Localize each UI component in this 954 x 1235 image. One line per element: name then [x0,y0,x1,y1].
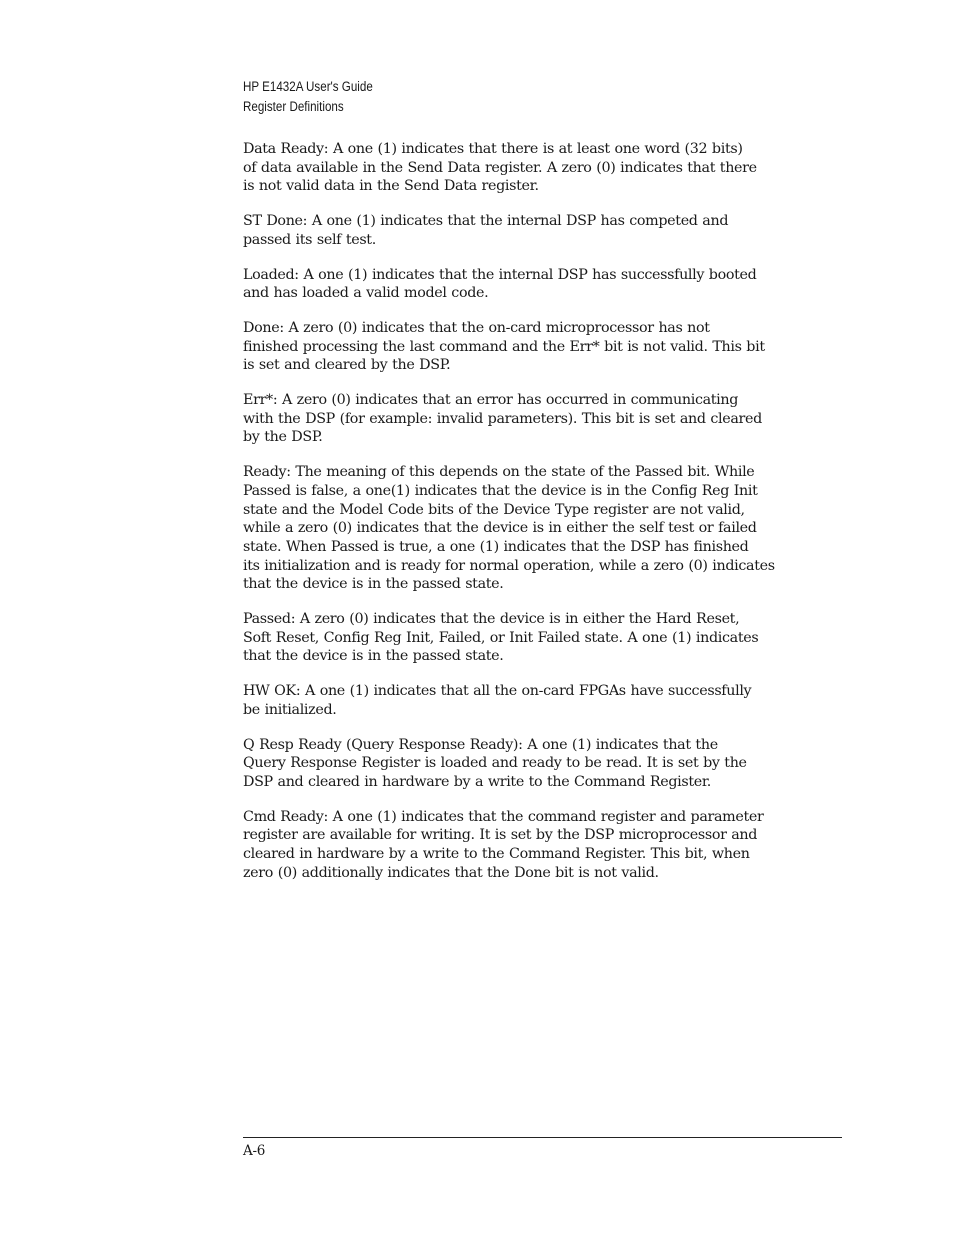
paragraph-q-resp-ready [243,736,835,792]
text-line: with the DSP (for example: invalid parameters). This bit is set and cleared [243,410,762,427]
text-line: Q Resp Ready (Query Response Ready): A one (1) indicates that the [243,736,718,753]
text-line: Done: A zero (0) indicates that the on-card microprocessor has not [243,319,710,336]
footer-rule [243,1137,842,1138]
paragraph-st-done [243,212,835,249]
text-line: that the device is in the passed state. [243,576,504,593]
text-line: its initialization and is ready for normal operation, while a zero (0) indicates [243,557,775,574]
text-line: zero (0) additionally indicates that the Done bit is not valid. [243,864,659,881]
text-line: Soft Reset, Config Reg Init, Failed, or Init Failed state. A one (1) indicates [243,629,759,646]
paragraph-passed [243,610,835,666]
paragraph-ready [243,463,835,594]
text-line: state and the Model Code bits of the Device Type register are not valid, [243,501,745,518]
text-line: of data available in the Send Data register. A zero (0) indicates that there [243,159,757,176]
text-line: cleared in hardware by a write to the Command Register. This bit, when [243,846,750,863]
paragraph-done [243,319,835,375]
register-definitions-body [243,140,835,899]
text-line: passed its self test. [243,231,376,248]
text-line: by the DSP. [243,429,323,446]
paragraph-cmd-ready [243,808,835,883]
paragraph-err [243,391,835,447]
text-line: state. When Passed is true, a one (1) indicates that the DSP has finished [243,538,749,555]
text-line: Ready: The meaning of this depends on the state of the Passed bit. While [243,464,755,481]
paragraph-data-ready [243,140,835,196]
text-line: Passed: A zero (0) indicates that the device is in either the Hard Reset, [243,611,740,628]
text-line: finished processing the last command and the Err* bit is not valid. This bit [243,338,765,355]
text-line: Cmd Ready: A one (1) indicates that the command register and parameter [243,808,764,825]
text-line: Query Response Register is loaded and ready to be read. It is set by the [243,755,747,772]
text-line: be initialized. [243,701,337,718]
page-number: A-6 [243,1143,265,1159]
paragraph-loaded [243,266,835,303]
document-title: HP E1432A User's Guide [243,79,373,94]
text-line: is set and cleared by the DSP. [243,357,451,374]
text-line: Passed is false, a one(1) indicates that the device is in the Config Reg Init [243,482,758,499]
text-line: and has loaded a valid model code. [243,285,489,302]
paragraph-hw-ok [243,682,835,719]
text-line: while a zero (0) indicates that the device is in either the self test or failed [243,520,757,537]
text-line: is not valid data in the Send Data register. [243,178,539,195]
running-header [243,77,373,117]
text-line: register are available for writing. It is set by the DSP microprocessor and [243,827,758,844]
text-line: Loaded: A one (1) indicates that the internal DSP has successfully booted [243,266,757,283]
text-line: Err*: A zero (0) indicates that an error has occurred in communicating [243,392,739,409]
text-line: ST Done: A one (1) indicates that the internal DSP has competed and [243,213,729,230]
section-title: Register Definitions [243,99,344,114]
text-line: Data Ready: A one (1) indicates that there is at least one word (32 bits) [243,141,743,157]
text-line: that the device is in the passed state. [243,648,504,665]
text-line: HW OK: A one (1) indicates that all the on-card FPGAs have successfully [243,683,752,700]
text-line: DSP and cleared in hardware by a write to the Command Register. [243,773,711,790]
